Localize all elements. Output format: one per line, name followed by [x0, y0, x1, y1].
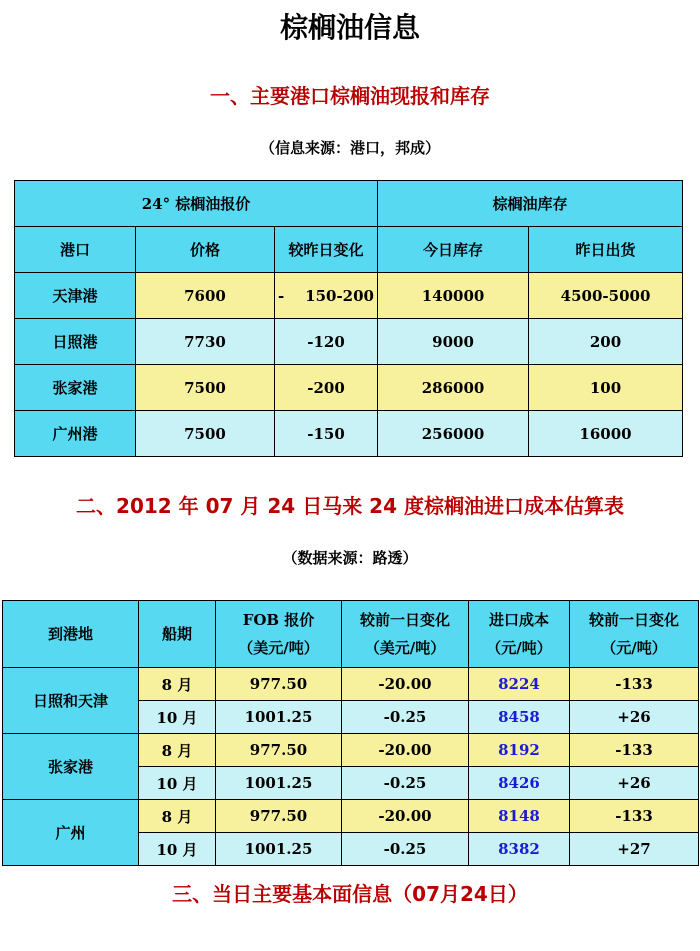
section3-heading: 三、当日主要基本面信息（07月24日）: [172, 882, 528, 906]
fob-change-cell: -0.25: [342, 833, 469, 866]
column-header-stock: 今日库存: [378, 227, 529, 273]
shipped-cell: 200: [529, 319, 683, 365]
group-header-price: 24° 棕榈油报价: [15, 181, 378, 227]
fob-cell: 977.50: [216, 800, 342, 833]
column-header-cost-change: 较前一日变化 （元/吨）: [570, 601, 699, 668]
shipment-cell: 10 月: [139, 701, 216, 734]
import-cost-cell: 8224: [469, 668, 570, 701]
column-header-fob: FOB 报价 （美元/吨）: [216, 601, 342, 668]
change-cell: -200: [275, 365, 378, 411]
column-header-destination: 到港地: [3, 601, 139, 668]
import-cost-cell: 8458: [469, 701, 570, 734]
price-cell: 7600: [136, 273, 275, 319]
table-row: [3, 734, 699, 767]
table-row: [3, 668, 699, 701]
stock-cell: 9000: [378, 319, 529, 365]
fob-cell: 977.50: [216, 734, 342, 767]
cost-change-cell: +26: [570, 767, 699, 800]
cost-change-cell: -133: [570, 734, 699, 767]
section2-source: （数据来源：路透）: [282, 549, 418, 567]
table-row: [3, 800, 699, 833]
change-cell: - 150-200: [275, 273, 378, 319]
shipment-cell: 8 月: [139, 734, 216, 767]
group-header-stock: 棕榈油库存: [378, 181, 683, 227]
fob-change-cell: -20.00: [342, 800, 469, 833]
column-header-fob-change: 较前一日变化 （美元/吨）: [342, 601, 469, 668]
change-cell: -120: [275, 319, 378, 365]
port-cell: 广州港: [15, 411, 136, 457]
price-cell: 7500: [136, 365, 275, 411]
change-cell: -150: [275, 411, 378, 457]
fob-cell: 977.50: [216, 668, 342, 701]
cost-change-cell: -133: [570, 800, 699, 833]
destination-cell: 日照和天津: [3, 668, 139, 734]
fob-cell: 1001.25: [216, 767, 342, 800]
fob-change-cell: -0.25: [342, 767, 469, 800]
import-cost-cell: 8192: [469, 734, 570, 767]
column-header-change: 较昨日变化: [275, 227, 378, 273]
table-row: [15, 365, 683, 411]
port-cell: 日照港: [15, 319, 136, 365]
fob-change-cell: -20.00: [342, 668, 469, 701]
import-cost-cell: 8426: [469, 767, 570, 800]
column-header-import-cost: 进口成本 （元/吨）: [469, 601, 570, 668]
cost-change-cell: +26: [570, 701, 699, 734]
import-cost-table: [2, 600, 699, 866]
shipped-cell: 16000: [529, 411, 683, 457]
shipment-cell: 8 月: [139, 668, 216, 701]
section1-source: （信息来源：港口，邦成）: [259, 139, 440, 157]
page-title: 棕榈油信息: [279, 11, 420, 44]
stock-cell: 140000: [378, 273, 529, 319]
stock-cell: 286000: [378, 365, 529, 411]
column-header-shipment: 船期: [139, 601, 216, 668]
port-cell: 张家港: [15, 365, 136, 411]
shipment-cell: 10 月: [139, 767, 216, 800]
shipment-cell: 10 月: [139, 833, 216, 866]
stock-cell: 256000: [378, 411, 529, 457]
cost-change-cell: -133: [570, 668, 699, 701]
price-cell: 7500: [136, 411, 275, 457]
shipped-cell: 100: [529, 365, 683, 411]
section1-heading: 一、主要港口棕榈油现报和库存: [210, 84, 490, 108]
column-header-price: 价格: [136, 227, 275, 273]
fob-change-cell: -20.00: [342, 734, 469, 767]
column-header-port: 港口: [15, 227, 136, 273]
fob-cell: 1001.25: [216, 833, 342, 866]
price-cell: 7730: [136, 319, 275, 365]
table-row: [15, 273, 683, 319]
fob-cell: 1001.25: [216, 701, 342, 734]
import-cost-cell: 8148: [469, 800, 570, 833]
shipment-cell: 8 月: [139, 800, 216, 833]
import-cost-cell: 8382: [469, 833, 570, 866]
destination-cell: 广州: [3, 800, 139, 866]
table-row: [15, 411, 683, 457]
port-price-stock-table: [14, 180, 683, 457]
shipped-cell: 4500-5000: [529, 273, 683, 319]
fob-change-cell: -0.25: [342, 701, 469, 734]
column-header-shipped: 昨日出货: [529, 227, 683, 273]
port-cell: 天津港: [15, 273, 136, 319]
cost-change-cell: +27: [570, 833, 699, 866]
table-row: [15, 319, 683, 365]
destination-cell: 张家港: [3, 734, 139, 800]
section2-heading: 二、2012 年 07 月 24 日马来 24 度棕榈油进口成本估算表: [76, 494, 624, 518]
